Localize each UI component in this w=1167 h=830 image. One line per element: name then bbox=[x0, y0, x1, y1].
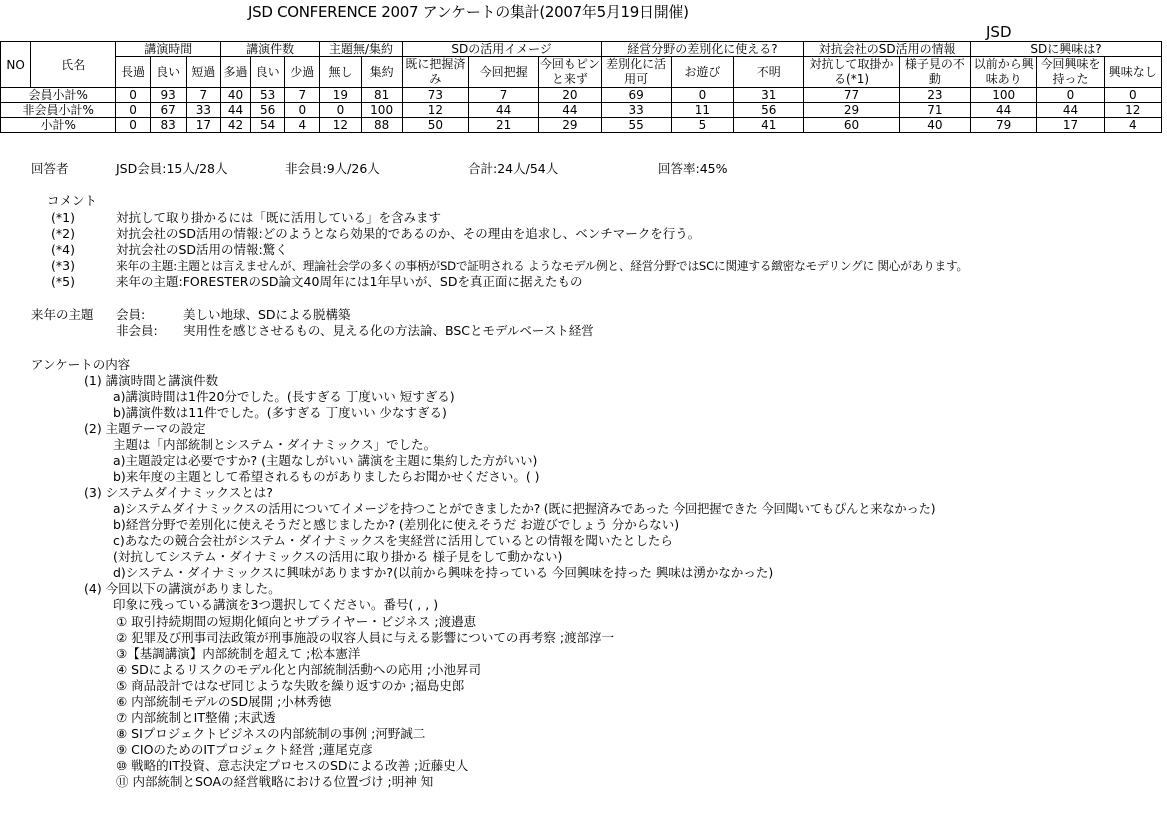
table-cell: 33 bbox=[186, 103, 220, 118]
page-title: JSD CONFERENCE 2007 アンケートの集計(2007年5月19日開催) bbox=[248, 3, 689, 21]
sub-header: 興味なし bbox=[1104, 57, 1161, 88]
sub-header: 様子見の不動 bbox=[899, 57, 970, 88]
table-cell: 5 bbox=[671, 118, 733, 133]
table-cell: 12 bbox=[1104, 103, 1161, 118]
sub-header: 今回興味を持った bbox=[1037, 57, 1104, 88]
next-theme-member-label: 会員: bbox=[116, 307, 146, 322]
table-cell: 21 bbox=[468, 118, 538, 133]
survey-line: (1) 講演時間と講演件数 bbox=[84, 373, 219, 388]
table-cell: 0 bbox=[671, 88, 733, 103]
respondents-label: 回答者 bbox=[31, 161, 69, 176]
sub-header: 今回もピンと来ず bbox=[539, 57, 600, 86]
survey-line: (3) システムダイナミックスとは? bbox=[84, 485, 273, 500]
sub-header: 長過 bbox=[116, 57, 150, 88]
no-header: NO bbox=[1, 42, 31, 88]
survey-line: 主題は「内部統制とシステム・ダイナミックス」でした。 bbox=[113, 437, 437, 452]
comment-text: 来年の主題:FORESTERのSD論文40周年には1年早いが、SDを真正面に据えたもの bbox=[116, 274, 583, 289]
table-cell: 17 bbox=[1037, 118, 1104, 133]
table-cell: 12 bbox=[320, 118, 361, 133]
talk-item: ⑦ 内部統制とIT整備 ;末武透 bbox=[116, 710, 276, 725]
group-header-theme: 主題無/集約 bbox=[320, 42, 402, 57]
sub-header: 無し bbox=[320, 57, 361, 88]
survey-line: d)システム・ダイナミックスに興味がありますか?(以前から興味を持っている 今回興味を持った 興味は湧かなかった) bbox=[113, 565, 774, 580]
name-header: 氏名 bbox=[31, 42, 116, 88]
table-cell: 0 bbox=[320, 103, 361, 118]
comment-text: 対抗会社のSD活用の情報:驚く bbox=[116, 242, 288, 257]
table-cell: 77 bbox=[804, 88, 899, 103]
talk-item: ① 取引持続期間の短期化傾向とサプライヤー・ビジネス ;渡邉恵 bbox=[116, 614, 477, 629]
sub-header: 短過 bbox=[186, 57, 220, 88]
table-cell: 20 bbox=[539, 88, 601, 103]
respondents-rate: 回答率:45% bbox=[658, 161, 728, 176]
talk-item: ⑪ 内部統制とSOAの経営戦略における位置づけ ;明神 知 bbox=[116, 774, 434, 789]
table-cell: 69 bbox=[601, 88, 671, 103]
comment-mark: (*1) bbox=[51, 210, 75, 225]
table-cell: 0 bbox=[285, 103, 320, 118]
sub-header: 集約 bbox=[361, 57, 402, 88]
survey-line: 印象に残っている講演を3つ選択してください。番号( , , ) bbox=[113, 597, 439, 612]
sub-header: 対抗して取掛かる(*1) bbox=[804, 57, 899, 88]
table-cell: 88 bbox=[361, 118, 402, 133]
comment-mark: (*2) bbox=[51, 226, 75, 241]
organization-label: JSD bbox=[986, 23, 1012, 41]
table-cell: 44 bbox=[539, 103, 601, 118]
table-cell: 7 bbox=[186, 88, 220, 103]
sub-header: 差別化に活用可 bbox=[601, 57, 671, 88]
table-cell: 42 bbox=[220, 118, 250, 133]
comment-mark: (*5) bbox=[51, 274, 75, 289]
table-cell: 54 bbox=[251, 118, 285, 133]
talk-item: ⑤ 商品設計ではなぜ同じような失敗を繰り返すのか ;福島史郎 bbox=[116, 678, 465, 693]
table-cell: 7 bbox=[468, 88, 538, 103]
comment-text: 対抗会社のSD活用の情報:どのようとなら効果的であるのか、その理由を追求し、ベンチマークを行う。 bbox=[116, 226, 701, 241]
table-cell: 41 bbox=[734, 118, 804, 133]
table-cell: 11 bbox=[671, 103, 733, 118]
table-cell: 56 bbox=[734, 103, 804, 118]
table-cell: 17 bbox=[186, 118, 220, 133]
table-cell: 60 bbox=[804, 118, 899, 133]
sub-header: 多過 bbox=[220, 57, 250, 88]
table-cell: 55 bbox=[601, 118, 671, 133]
group-header-sd-image: SDの活用イメージ bbox=[402, 42, 601, 57]
survey-line: b)経営分野で差別化に使えそうだと感じましたか? (差別化に使えそうだ お遊びでしょう 分からない) bbox=[113, 517, 680, 532]
table-cell: 44 bbox=[971, 103, 1037, 118]
table-cell: 7 bbox=[285, 88, 320, 103]
table-row-nonmembers bbox=[1, 103, 1162, 118]
table-cell: 0 bbox=[116, 118, 150, 133]
talk-item: ⑩ 戦略的IT投資、意志決定プロセスのSDによる改善 ;近藤史人 bbox=[116, 758, 469, 773]
table-cell: 23 bbox=[899, 88, 970, 103]
table-cell: 53 bbox=[251, 88, 285, 103]
sub-header: 良い bbox=[251, 57, 285, 88]
table-cell: 44 bbox=[220, 103, 250, 118]
comment-text: 対抗して取り掛かるには「既に活用している」を含みます bbox=[116, 210, 442, 225]
comment-mark: (*4) bbox=[51, 242, 75, 257]
group-header-competitor: 対抗会社のSD活用の情報 bbox=[804, 42, 971, 57]
table-cell: 71 bbox=[899, 103, 970, 118]
table-cell: 79 bbox=[971, 118, 1037, 133]
comments-heading: コメント bbox=[47, 193, 98, 208]
next-theme-member-text: 美しい地球、SDによる脱構築 bbox=[183, 307, 351, 322]
table-cell: 0 bbox=[1104, 88, 1161, 103]
group-header-lecture-time: 講演時間 bbox=[116, 42, 220, 57]
sub-header: 以前から興味あり bbox=[971, 57, 1037, 88]
talk-item: ③【基調講演】内部統制を超えて ;松本憲洋 bbox=[116, 646, 361, 661]
table-cell: 67 bbox=[150, 103, 186, 118]
survey-line: b)講演件数は11件でした。(多すぎる 丁度いい 少なすぎる) bbox=[113, 405, 447, 420]
table-cell: 93 bbox=[150, 88, 186, 103]
sub-header: 不明 bbox=[734, 57, 804, 88]
table-cell: 81 bbox=[361, 88, 402, 103]
survey-heading: アンケートの内容 bbox=[31, 357, 131, 372]
table-row-subtotal bbox=[1, 118, 1162, 133]
table-cell: 73 bbox=[402, 88, 468, 103]
table-cell: 33 bbox=[601, 103, 671, 118]
talk-item: ④ SDによるリスクのモデル化と内部統制活動への応用 ;小池昇司 bbox=[116, 662, 482, 677]
next-theme-label: 来年の主題 bbox=[31, 307, 94, 322]
sub-header: 既に把握済み bbox=[402, 57, 468, 88]
group-header-sd-interest: SDに興味は? bbox=[971, 42, 1162, 57]
survey-line: a)主題設定は必要ですか? (主題なしがいい 講演を主題に集約した方がいい) bbox=[113, 453, 538, 468]
table-cell: 100 bbox=[361, 103, 402, 118]
table-cell: 31 bbox=[734, 88, 804, 103]
sub-header: 良い bbox=[150, 57, 186, 88]
table-cell: 44 bbox=[1037, 103, 1104, 118]
sub-header: 少過 bbox=[285, 57, 320, 88]
survey-line: (4) 今回以下の講演がありました。 bbox=[84, 581, 281, 596]
table-row-members bbox=[1, 88, 1162, 103]
table-cell: 40 bbox=[220, 88, 250, 103]
next-theme-nonmember-label: 非会員: bbox=[116, 323, 158, 338]
sub-header: お遊び bbox=[671, 57, 733, 88]
table-cell: 0 bbox=[1037, 88, 1104, 103]
table-cell: 0 bbox=[116, 103, 150, 118]
table-cell: 4 bbox=[285, 118, 320, 133]
sub-header: 今回把握 bbox=[468, 57, 538, 88]
talk-item: ② 犯罪及び刑事司法政策が刑事施設の収容人員に与える影響についての再考察 ;渡部淳一 bbox=[116, 630, 615, 645]
talk-item: ⑥ 内部統制モデルのSD展開 ;小林秀徳 bbox=[116, 694, 332, 709]
table-cell: 12 bbox=[402, 103, 468, 118]
comment-mark: (*3) bbox=[51, 258, 75, 273]
respondents-nonmembers: 非会員:9人/26人 bbox=[285, 161, 380, 176]
next-theme-nonmember-text: 実用性を感じさせるもの、見える化の方法論、BSCとモデルベースト経営 bbox=[183, 323, 594, 338]
table-cell: 40 bbox=[899, 118, 970, 133]
table-cell: 29 bbox=[804, 103, 899, 118]
table-cell: 29 bbox=[539, 118, 601, 133]
respondents-members: JSD会員:15人/28人 bbox=[116, 161, 228, 176]
table-cell: 44 bbox=[468, 103, 538, 118]
table-cell: 19 bbox=[320, 88, 361, 103]
row-label: 小計% bbox=[1, 118, 116, 133]
table-cell: 0 bbox=[116, 88, 150, 103]
respondents-total: 合計:24人/54人 bbox=[468, 161, 559, 176]
survey-line: (対抗してシステム・ダイナミックスの活用に取り掛かる 様子見をして動かない) bbox=[113, 549, 563, 564]
table-cell: 50 bbox=[402, 118, 468, 133]
table-cell: 4 bbox=[1104, 118, 1161, 133]
talk-item: ⑧ SIプロジェクトビジネスの内部統制の事例 ;河野誠二 bbox=[116, 726, 426, 741]
comment-text: 来年の主題:主題とは言えませんが、理論社会学の多くの事柄がSDで証明される ようなモデル例と、経営分野ではSCに関連する緻密なモデリングに 関心があります。 bbox=[116, 259, 968, 273]
table-cell: 83 bbox=[150, 118, 186, 133]
row-label: 非会員小計% bbox=[1, 103, 116, 118]
survey-line: b)来年度の主題として希望されるものがありましたらお聞かせください。( ) bbox=[113, 469, 540, 484]
survey-line: c)あなたの競合会社がシステム・ダイナミックスを実経営に活用しているとの情報を聞いたとしたら bbox=[113, 533, 673, 548]
group-header-differentiation: 経営分野の差別化に使える? bbox=[601, 42, 804, 57]
survey-line: a)システムダイナミックスの活用についてイメージを持つことができましたか? (既に把握済みであった 今回把握できた 今回聞いてもぴんと来なかった) bbox=[113, 502, 936, 516]
survey-line: (2) 主題テーマの設定 bbox=[84, 421, 206, 436]
summary-table bbox=[0, 41, 1162, 133]
talk-item: ⑨ CIOのためのITプロジェクト経営 ;蓮尾克彦 bbox=[116, 742, 373, 757]
row-label: 会員小計% bbox=[1, 88, 116, 103]
table-cell: 100 bbox=[971, 88, 1037, 103]
table-cell: 56 bbox=[251, 103, 285, 118]
group-header-lecture-count: 講演件数 bbox=[220, 42, 319, 57]
survey-line: a)講演時間は1件20分でした。(長すぎる 丁度いい 短すぎる) bbox=[113, 389, 455, 404]
